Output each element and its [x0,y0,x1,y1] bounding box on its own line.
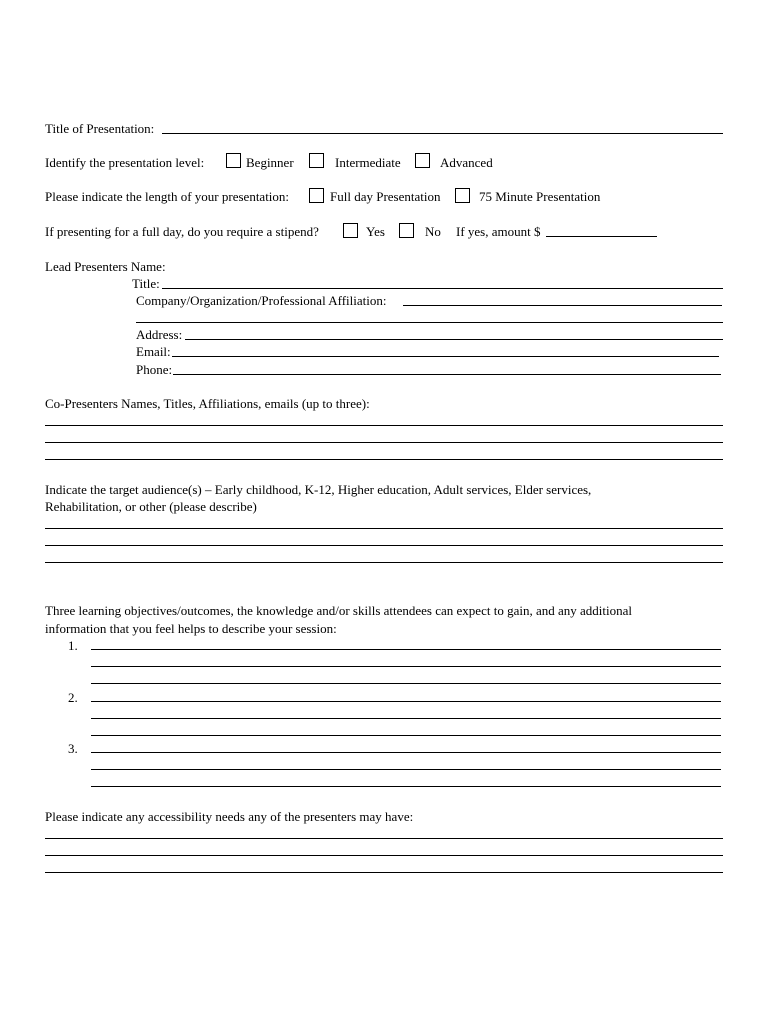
objective-1-line-3[interactable] [91,683,721,684]
accessibility-line-3[interactable] [45,872,723,873]
company-label: Company/Organization/Professional Affiliation: [136,293,387,308]
company-field-line-2[interactable] [136,322,723,323]
stipend-amount-field[interactable] [546,236,657,237]
title-of-presentation-field[interactable] [162,133,723,134]
address-label: Address: [136,327,183,342]
copresenters-label: Co-Presenters Names, Titles, Affiliations, emails (up to three): [45,396,370,411]
beginner-checkbox[interactable] [226,153,241,168]
copresenters-line-3[interactable] [45,459,723,460]
advanced-label: Advanced [440,155,493,170]
full-day-label: Full day Presentation [330,189,441,204]
objective-3-line-2[interactable] [91,769,721,770]
75-minute-checkbox[interactable] [455,188,470,203]
lead-presenter-heading: Lead Presenters Name: [45,259,166,274]
objective-2-line-2[interactable] [91,718,721,719]
email-label: Email: [136,344,171,359]
company-field[interactable] [403,305,722,306]
accessibility-line-1[interactable] [45,838,723,839]
intermediate-checkbox[interactable] [309,153,324,168]
audience-line-1[interactable] [45,528,723,529]
objective-1-line-1[interactable] [91,649,721,650]
beginner-label: Beginner [246,155,294,170]
copresenters-line-2[interactable] [45,442,723,443]
stipend-label: If presenting for a full day, do you require a stipend? [45,224,319,239]
objectives-label-line-2: information that you feel helps to describe your session: [45,621,337,636]
phone-label: Phone: [136,362,173,377]
accessibility-line-2[interactable] [45,855,723,856]
objective-3-line-3[interactable] [91,786,721,787]
advanced-checkbox[interactable] [415,153,430,168]
stipend-yes-checkbox[interactable] [343,223,358,238]
audience-label-line-2: Rehabilitation, or other (please describe) [45,499,257,514]
objective-2-line-3[interactable] [91,735,721,736]
objective-3-number: 3. [68,741,78,756]
stipend-no-label: No [425,224,441,239]
objective-1-number: 1. [68,638,78,653]
title-of-presentation-label: Title of Presentation: [45,121,155,136]
copresenters-line-1[interactable] [45,425,723,426]
lead-title-label: Title: [132,276,160,291]
full-day-checkbox[interactable] [309,188,324,203]
audience-line-3[interactable] [45,562,723,563]
presentation-length-label: Please indicate the length of your presentation: [45,189,290,204]
presentation-level-label: Identify the presentation level: [45,155,205,170]
75-minute-label: 75 Minute Presentation [479,189,601,204]
phone-field[interactable] [173,374,721,375]
stipend-no-checkbox[interactable] [399,223,414,238]
lead-title-field[interactable] [162,288,723,289]
audience-line-2[interactable] [45,545,723,546]
objective-2-number: 2. [68,690,78,705]
accessibility-label: Please indicate any accessibility needs any of the presenters may have: [45,809,414,824]
intermediate-label: Intermediate [335,155,401,170]
objective-2-line-1[interactable] [91,701,721,702]
objectives-label-line-1: Three learning objectives/outcomes, the knowledge and/or skills attendees can expect to gain, and any additional [45,603,632,618]
objective-3-line-1[interactable] [91,752,721,753]
stipend-yes-label: Yes [366,224,385,239]
audience-label-line-1: Indicate the target audience(s) – Early childhood, K-12, Higher education, Adult services, Elder services, [45,482,592,497]
stipend-amount-label: If yes, amount $ [456,224,541,239]
address-field[interactable] [185,339,723,340]
email-field[interactable] [172,356,719,357]
objective-1-line-2[interactable] [91,666,721,667]
